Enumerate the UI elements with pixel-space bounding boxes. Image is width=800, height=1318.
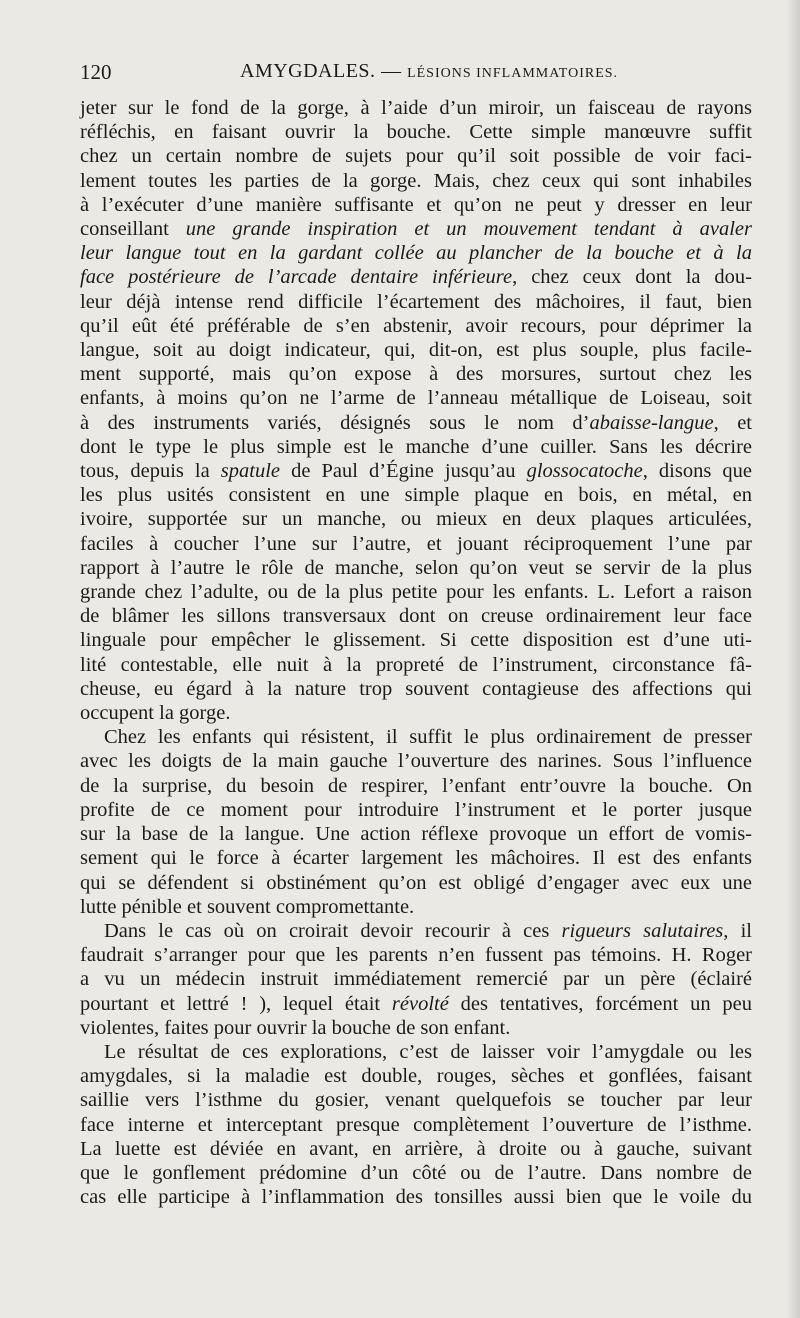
text-line bbox=[80, 459, 752, 483]
text-run: à des instruments variés, désignés sous le nom d’ bbox=[80, 411, 590, 434]
text-line bbox=[80, 1088, 752, 1112]
text-line bbox=[80, 217, 752, 241]
text-run: grande chez l’adulte, ou de la plus petite pour les enfants. L. Lefort a raison bbox=[80, 581, 752, 604]
text-run: face interne et interceptant presque complètement l’ouverture de l’isthme. bbox=[80, 1113, 752, 1136]
text-line bbox=[80, 580, 752, 604]
italic-run: leur langue tout en la gardant collée au plancher de la bouche et à la bbox=[80, 242, 752, 265]
text-run: saillie vers l’isthme du gosier, venant quelquefois se toucher par leur bbox=[80, 1089, 752, 1112]
running-header bbox=[80, 60, 740, 88]
text-run: violentes, faites pour ouvrir la bouche de son enfant. bbox=[80, 1016, 511, 1039]
text-run: de blâmer les sillons transversaux dont on creuse ordinairement leur face bbox=[80, 605, 752, 628]
text-line bbox=[80, 871, 752, 895]
text-run: jeter sur le fond de la gorge, à l’aide d’un miroir, un faisceau de rayons bbox=[80, 97, 752, 119]
text-line bbox=[80, 846, 752, 870]
italic-run: glossocatoche bbox=[526, 460, 643, 483]
text-run: a vu un médecin instruit immédiatement remercié par un père (éclairé bbox=[80, 968, 752, 991]
running-title bbox=[240, 60, 618, 83]
text-run: linguale pour empêcher le glissement. Si cette disposition est d’une uti- bbox=[80, 629, 752, 652]
text-line bbox=[80, 774, 752, 798]
text-run: , et bbox=[713, 411, 752, 434]
text-line bbox=[80, 532, 752, 556]
text-run: de la surprise, du besoin de respirer, l’enfant entr’ouvre la bouche. On bbox=[80, 774, 752, 797]
body-text bbox=[80, 96, 752, 1209]
text-run: réfléchis, en faisant ouvrir la bouche. Cette simple manœuvre suffit bbox=[80, 121, 752, 144]
italic-run: face postérieure de l’arcade dentaire inférieure bbox=[80, 266, 513, 289]
text-run: dont le type le plus simple est le manche d’une cuiller. Sans les décrire bbox=[80, 435, 752, 458]
text-line bbox=[80, 314, 752, 338]
text-run: enfants, à moins qu’on ne l’arme de l’anneau métallique de Loiseau, soit bbox=[80, 387, 752, 410]
text-line bbox=[80, 193, 752, 217]
text-line bbox=[80, 120, 752, 144]
text-run: faudrait s’arranger pour que les parents n’en fussent pas témoins. H. Roger bbox=[80, 944, 752, 967]
text-line bbox=[80, 241, 752, 265]
text-line bbox=[80, 967, 752, 991]
text-line bbox=[80, 169, 752, 193]
text-run: amygdales, si la maladie est double, rouges, sèches et gonflées, faisant bbox=[80, 1065, 752, 1088]
text-run: La luette est déviée en avant, en arrière, à droite ou à gauche, suivant bbox=[80, 1137, 752, 1160]
text-run: occupent la gorge. bbox=[80, 702, 231, 725]
text-line bbox=[80, 992, 752, 1016]
text-line bbox=[80, 628, 752, 652]
text-run: qu’il eût été préférable de s’en abstenir, avoir recours, pour déprimer la bbox=[80, 314, 752, 337]
text-run: ment supporté, mais qu’on expose à des morsures, surtout chez les bbox=[80, 363, 752, 386]
italic-run: abaisse-langue bbox=[589, 411, 714, 434]
text-line bbox=[80, 483, 752, 507]
page-edge-shadow bbox=[786, 0, 800, 1318]
paragraph bbox=[80, 96, 752, 725]
paragraph bbox=[80, 725, 752, 919]
text-run: , chez ceux dont la dou- bbox=[512, 266, 752, 289]
text-line bbox=[80, 677, 752, 701]
text-line bbox=[80, 386, 752, 410]
text-run: lement toutes les parties de la gorge. Mais, chez ceux qui sont inhabiles bbox=[80, 169, 752, 192]
text-run: de Paul d’Égine jusqu’au bbox=[280, 460, 527, 483]
text-line bbox=[80, 919, 752, 943]
text-line bbox=[80, 290, 752, 314]
title-separator: — bbox=[381, 60, 402, 82]
text-line bbox=[80, 749, 752, 773]
text-run: que le gonflement prédomine d’un côté ou de l’autre. Dans nombre de bbox=[80, 1161, 752, 1184]
text-run: sur la base de la langue. Une action réflexe provoque un effort de vomis- bbox=[80, 823, 752, 846]
text-line bbox=[80, 822, 752, 846]
text-run: rapport à l’autre le rôle de manche, selon qu’on veut se servir de la plus bbox=[80, 556, 752, 579]
text-line bbox=[80, 411, 752, 435]
text-run: à l’exécuter d’une manière suffisante et qu’on ne peut y dresser en leur bbox=[80, 193, 752, 216]
text-run: Dans le cas où on croirait devoir recourir à ces bbox=[104, 919, 562, 942]
text-run: ivoire, supportée sur un manche, ou mieux en deux plaques articulées, bbox=[80, 508, 752, 531]
text-line bbox=[80, 1185, 752, 1209]
text-line bbox=[80, 798, 752, 822]
chapter-title: AMYGDALES. bbox=[240, 60, 376, 82]
text-run: tous, depuis la bbox=[80, 460, 221, 483]
text-run: , il bbox=[723, 919, 752, 942]
text-run: lutte pénible et souvent compromettante. bbox=[80, 895, 415, 918]
text-line bbox=[80, 604, 752, 628]
italic-run: une grande inspiration et un mouvement tendant à avaler bbox=[185, 218, 752, 241]
text-run: Le résultat de ces explorations, c’est de laisser voir l’amygdale ou les bbox=[104, 1040, 752, 1063]
text-run: des tentatives, forcément un peu bbox=[448, 992, 753, 1015]
text-run: pourtant et lettré ! ), lequel était bbox=[80, 992, 392, 1015]
page-number: 120 bbox=[80, 60, 112, 84]
text-line bbox=[80, 1040, 752, 1064]
italic-run: révolté bbox=[391, 992, 449, 1015]
text-run: sement qui le force à écarter largement les mâchoires. Il est des enfants bbox=[80, 847, 752, 870]
italic-run: spatule bbox=[220, 460, 281, 483]
section-subtitle: LÉSIONS INFLAMMATOIRES. bbox=[407, 66, 619, 81]
text-line bbox=[80, 1016, 752, 1040]
text-run: qui se défendent si obstinément qu’on est obligé d’engager avec eux une bbox=[80, 871, 752, 894]
text-run: avec les doigts de la main gauche l’ouverture des narines. Sous l’influence bbox=[80, 750, 752, 773]
text-line bbox=[80, 653, 752, 677]
text-run: leur déjà intense rend difficile l’écartement des mâchoires, il faut, bien bbox=[80, 290, 752, 313]
text-line bbox=[80, 265, 752, 289]
text-run: les plus usités consistent en une simple plaque en bois, en métal, en bbox=[80, 484, 752, 507]
text-line bbox=[80, 144, 752, 168]
text-line bbox=[80, 701, 752, 725]
italic-run: rigueurs salutaires bbox=[561, 919, 724, 942]
paragraph bbox=[80, 919, 752, 1040]
text-line bbox=[80, 1161, 752, 1185]
text-line bbox=[80, 725, 752, 749]
text-run: langue, soit au doigt indicateur, qui, dit-on, est plus souple, plus facile- bbox=[80, 339, 752, 362]
paragraph bbox=[80, 1040, 752, 1209]
text-run: , disons que bbox=[642, 460, 752, 483]
text-line bbox=[80, 1064, 752, 1088]
text-line bbox=[80, 1113, 752, 1137]
text-run: chez un certain nombre de sujets pour qu’il soit possible de voir faci- bbox=[80, 145, 752, 168]
text-line bbox=[80, 435, 752, 459]
text-line bbox=[80, 895, 752, 919]
text-run: cas elle participe à l’inflammation des tonsilles aussi bien que le voile du bbox=[80, 1186, 752, 1209]
text-line bbox=[80, 362, 752, 386]
text-run: cheuse, eu égard à la nature trop souvent contagieuse des affections qui bbox=[80, 677, 752, 700]
text-line bbox=[80, 96, 752, 120]
text-run: conseillant bbox=[80, 218, 186, 241]
text-line bbox=[80, 1137, 752, 1161]
text-line bbox=[80, 943, 752, 967]
text-line bbox=[80, 338, 752, 362]
text-run: profite de ce moment pour introduire l’instrument et le porter jusque bbox=[80, 798, 752, 821]
text-run: faciles à coucher l’une sur l’autre, et jouant réciproquement l’une par bbox=[80, 532, 752, 555]
text-run: Chez les enfants qui résistent, il suffit le plus ordinairement de presser bbox=[104, 726, 752, 749]
text-line bbox=[80, 507, 752, 531]
text-run: lité contestable, elle nuit à la propreté de l’instrument, circonstance fâ- bbox=[80, 653, 752, 676]
text-line bbox=[80, 556, 752, 580]
